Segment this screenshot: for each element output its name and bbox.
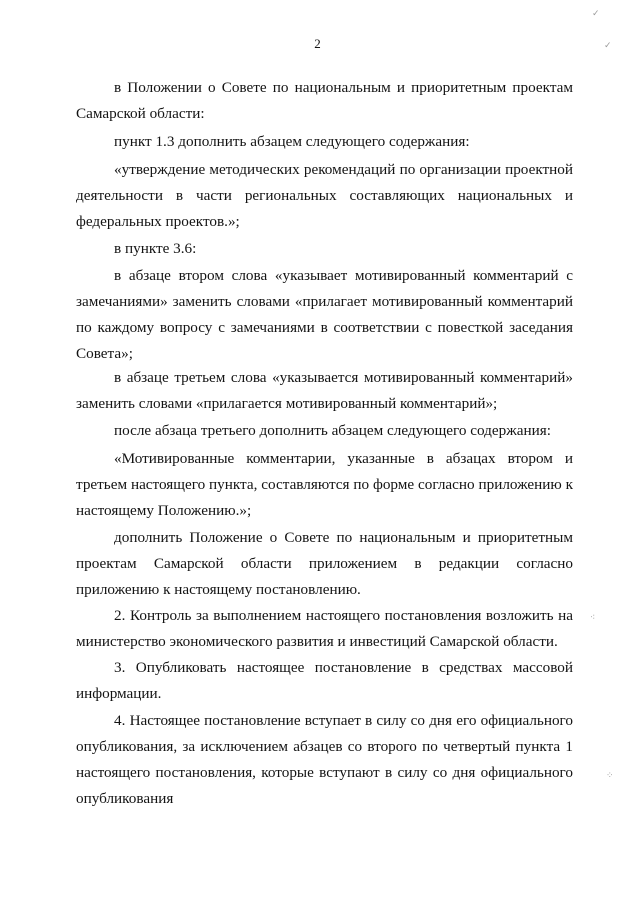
paragraph-item-4: 4. Настоящее постановление вступает в силу со дня его официального опубликования, за исключением абзацев со второго по четвертый пункта 1 настоящего постановления, которые вступают в силу со дня официального опубликования <box>76 712 573 808</box>
paragraph-add-appendix: дополнить Положение о Совете по национальным и приоритетным проектам Самарской области приложением в редакции согласно приложению к настоящему постановлению. <box>76 529 573 599</box>
paragraph-after-third: после абзаца третьего дополнить абзацем следующего содержания: <box>114 422 551 440</box>
scan-noise-icon: ⁖ <box>590 612 596 622</box>
paragraph-item-3: 3. Опубликовать настоящее постановление в средствах массовой информации. <box>76 659 573 703</box>
paragraph-second-abzac: в абзаце втором слова «указывает мотивированный комментарий с замечаниями» заменить словами «прилагает мотивированный комментарий по каждому вопросу с замечаниями в соответствии с повесткой заседания Совета»; <box>76 267 573 363</box>
page-number: 2 <box>314 36 321 51</box>
scan-noise-icon: ⁘ <box>606 770 614 780</box>
paragraph-point-1-3: пункт 1.3 дополнить абзацем следующего содержания: <box>114 133 470 151</box>
paragraph-quote-methodology: «утверждение методических рекомендаций по организации проектной деятельности в части региональных составляющих национальных и федеральных проектов.»; <box>76 161 573 231</box>
scan-mark-icon: ✓ <box>604 40 612 50</box>
scan-mark-icon: ✓ <box>592 8 600 18</box>
paragraph-item-2: 2. Контроль за выполнением настоящего постановления возложить на министерство экономического развития и инвестиций Самарской области. <box>76 607 573 651</box>
paragraph-point-3-6: в пункте 3.6: <box>114 240 197 258</box>
paragraph-quote-comments: «Мотивированные комментарии, указанные в абзацах втором и третьем настоящего пункта, составляются по форме согласно приложению к настоящему Положению.»; <box>76 450 573 520</box>
paragraph-intro: в Положении о Совете по национальным и приоритетным проектам Самарской области: <box>76 79 573 123</box>
paragraph-third-abzac: в абзаце третьем слова «указывается мотивированный комментарий» заменить словами «прилагается мотивированный комментарий»; <box>76 369 573 413</box>
